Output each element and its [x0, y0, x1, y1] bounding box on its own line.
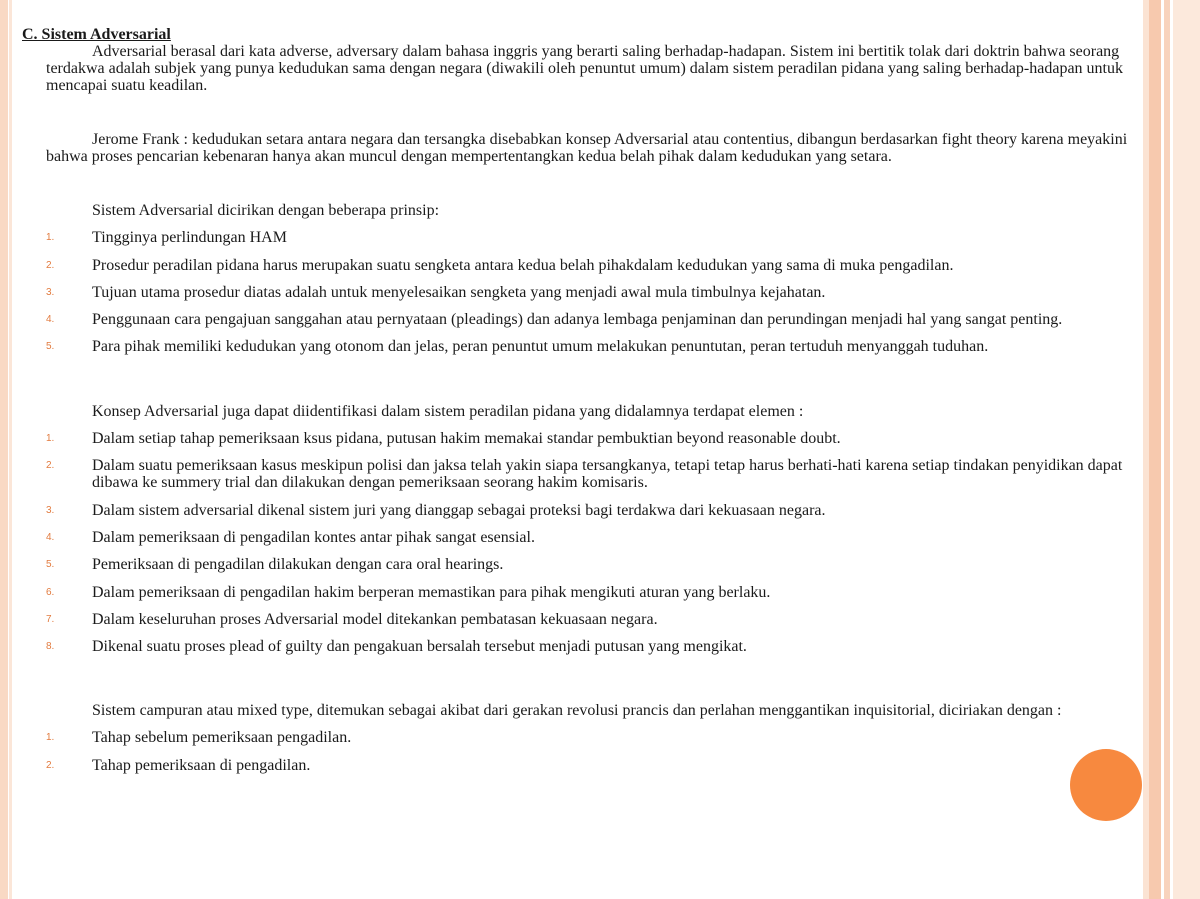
- list-item-number: 7.: [46, 613, 55, 625]
- mixed-type-list: [22, 729, 1160, 773]
- list-item-number: 2.: [46, 460, 55, 472]
- left-border-strip: [0, 0, 8, 899]
- list-item-number: 3.: [46, 504, 55, 516]
- jerome-frank-paragraph: Jerome Frank : kedudukan setara antara negara dan tersangka disebabkan konsep Adversarial atau contentius, dibangun berdasarkan fight theory karena meyakini bahwa proses pencarian kebenaran hanya akan muncul dengan mempertentangkan kedua belah pihak dalam kedudukan yang setara.: [46, 131, 1128, 165]
- list-item-text: Dalam pemeriksaan di pengadilan hakim berperan memastikan para pihak mengikuti aturan yang berlaku.: [92, 583, 771, 601]
- left-border-strip-inner: [9, 0, 12, 899]
- elements-list: [22, 430, 1160, 655]
- list-item-number: 1.: [46, 433, 55, 445]
- list-item-text: Dalam suatu pemeriksaan kasus meskipun polisi dan jaksa telah yakin siapa tersangkanya, tetapi tetap harus berhati-hati karena setiap tindakan penyidikan dapat dibawa ke summery trial dan dilakukan dengan pemeriksaan seorang hakim komisaris.: [92, 457, 1123, 492]
- list-item-text: Dalam pemeriksaan di pengadilan kontes antar pihak sangat esensial.: [92, 528, 535, 546]
- list-item: [46, 457, 1160, 492]
- spacer: [22, 366, 1160, 403]
- list-item-text: Prosedur peradilan pidana harus merupakan suatu sengketa antara kedua belah pihakdalam kedudukan yang sama di muka pengadilan.: [92, 256, 954, 274]
- list-item: [46, 729, 1160, 747]
- list-item-text: Dikenal suatu proses plead of guilty dan pengakuan bersalah tersebut menjadi putusan yang mengikat.: [92, 638, 747, 656]
- list-item-number: 8.: [46, 641, 55, 653]
- slide-content: [22, 26, 1160, 784]
- spacer: [22, 165, 1160, 202]
- list-item-number: 5.: [46, 341, 55, 353]
- list-item: [46, 556, 1160, 574]
- list-item: [46, 756, 1160, 774]
- spacer: [22, 94, 1160, 131]
- list-item: [46, 311, 1160, 329]
- list-item-text: Tingginya perlindungan HAM: [92, 229, 287, 247]
- list-item-text: Tahap pemeriksaan di pengadilan.: [92, 756, 311, 774]
- right-border-strip: [1173, 0, 1200, 899]
- principles-intro: Sistem Adversarial dicirikan dengan beberapa prinsip:: [92, 202, 440, 219]
- list-item: [46, 430, 1160, 448]
- list-item-number: 2.: [46, 759, 55, 771]
- list-item-number: 3.: [46, 286, 55, 298]
- list-item: [46, 528, 1160, 546]
- list-item-text: Tahap sebelum pemeriksaan pengadilan.: [92, 729, 352, 747]
- list-item-text: Dalam keseluruhan proses Adversarial model ditekankan pembatasan kekuasaan negara.: [92, 610, 658, 628]
- list-item-number: 4.: [46, 531, 55, 543]
- list-item-text: Tujuan utama prosedur diatas adalah untuk menyelesaikan sengketa yang menjadi awal mula timbulnya kejahatan.: [92, 283, 826, 301]
- list-item: [46, 610, 1160, 628]
- list-item-number: 2.: [46, 259, 55, 271]
- list-item: [46, 338, 1160, 356]
- list-item: [46, 501, 1160, 519]
- list-item-number: 6.: [46, 586, 55, 598]
- list-item-text: Para pihak memiliki kedudukan yang otonom dan jelas, peran penuntut umum melakukan penuntutan, peran tertuduh menyanggah tuduhan.: [92, 338, 989, 356]
- list-item-text: Dalam setiap tahap pemeriksaan ksus pidana, putusan hakim memakai standar pembuktian beyond reasonable doubt.: [92, 430, 841, 448]
- list-item-text: Dalam sistem adversarial dikenal sistem juri yang dianggap sebagai proteksi bagi terdakwa dari kekuasaan negara.: [92, 501, 826, 519]
- list-item-text: Pemeriksaan di pengadilan dilakukan dengan cara oral hearings.: [92, 556, 504, 574]
- list-item: [46, 638, 1160, 656]
- list-item-text: Penggunaan cara pengajuan sanggahan atau pernyataan (pleadings) dan adanya lembaga penjaminan dan perundingan menjadi hal yang sangat penting.: [92, 311, 1063, 329]
- list-item-number: 1.: [46, 232, 55, 244]
- spacer: [22, 665, 1160, 702]
- list-item: [46, 229, 1160, 247]
- principles-list: [22, 229, 1160, 355]
- orange-circle-decoration: [1070, 749, 1142, 821]
- list-item: [46, 583, 1160, 601]
- list-item-number: 1.: [46, 732, 55, 744]
- list-item: [46, 283, 1160, 301]
- list-item: [46, 256, 1160, 274]
- list-item-number: 5.: [46, 559, 55, 571]
- page-title: C. Sistem Adversarial: [22, 26, 171, 43]
- mixed-type-paragraph: Sistem campuran atau mixed type, ditemukan sebagai akibat dari gerakan revolusi prancis dan perlahan menggantikan inquisitorial, diciriakan dengan :: [92, 702, 1062, 720]
- intro-paragraph: Adversarial berasal dari kata adverse, adversary dalam bahasa inggris yang berarti saling berhadap-hadapan. Sistem ini bertitik tolak dari doktrin bahwa seorang terdakwa adalah subjek yang punya kedudukan sama dengan negara (diwakili oleh penuntut umum) dalam sistem peradilan pidana yang saling berhadap-hadapan untuk mencapai suatu keadilan.: [46, 43, 1123, 94]
- elements-intro: Konsep Adversarial juga dapat diidentifikasi dalam sistem peradilan pidana yang didalamnya terdapat elemen :: [92, 402, 804, 420]
- list-item-number: 4.: [46, 314, 55, 326]
